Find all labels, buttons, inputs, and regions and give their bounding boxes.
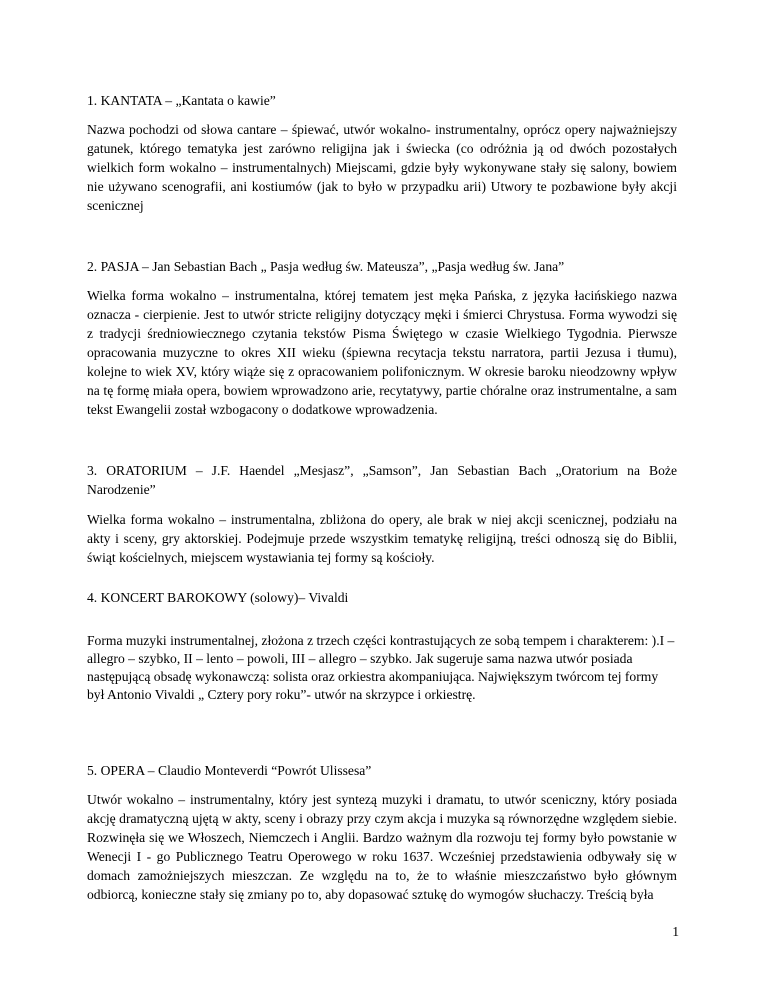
page-number: 1 bbox=[672, 924, 679, 939]
section-koncert bbox=[87, 589, 677, 704]
section-body: Wielka forma wokalno – instrumentalna, której tematem jest męka Pańska, z języka łacińskiego nazwa oznacza - cierpienie. Jest to utwór stricte religijny dotyczący męki i śmierci Chrystusa. Forma wywodzi się z tradycji średniowiecznego czytania tekstów Pisma Świętego w czasie Wielkiego Tygodnia. Pierwsze opracowania muzyczne to okres XII wieku (śpiewna recytacja tekstu narratora, partii Jezusa i tłumu), kolejne to wiek XV, który wiąże się z opracowaniem polifonicznym. W okresie baroku nieodzowny wpływ na tę formę miała opera, bowiem wprowadzono arie, recytatywy, partie chóralne oraz instrumentalne, a sam tekst Ewangelii został wzbogacony o dodatkowe wprowadzenia. bbox=[87, 288, 677, 417]
section-pasja bbox=[87, 258, 677, 419]
section-opera bbox=[87, 762, 677, 904]
section-heading: 1. KANTATA – „Kantata o kawie” bbox=[87, 93, 276, 108]
section-oratorium bbox=[87, 461, 677, 567]
section-body: Utwór wokalno – instrumentalny, który jest syntezą muzyki i dramatu, to utwór sceniczny, który posiada akcję dramatyczną ujętą w akty, sceny i obrazy przy czym akcja i muzyka są równorzędne względem siebie. Rozwinęła się we Włoszech, Niemczech i Anglii. Bardzo ważnym dla rozwoju tej formy było powstanie w Wenecji I - go Publicznego Teatru Operowego w roku 1637. Wcześniej przedstawienia odbywały się w domach zamożniejszych mieszczan. Ze względu na to, że to właśnie mieszczaństwo było głównym odbiorcą, konieczne stały się zmiany po to, aby dopasować sztukę do wymogów słuchaczy. Treścią była bbox=[87, 792, 677, 902]
section-heading: 3. ORATORIUM – J.F. Haendel „Mesjasz”, „Samson”, Jan Sebastian Bach „Oratorium na Boże Narodzenie” bbox=[87, 463, 677, 497]
section-heading: 2. PASJA – Jan Sebastian Bach „ Pasja według św. Mateusza”, „Pasja według św. Jana” bbox=[87, 259, 565, 274]
section-body: Nazwa pochodzi od słowa cantare – śpiewać, utwór wokalno- instrumentalny, oprócz opery najważniejszy gatunek, którego tematyka jest zarówno religijna jak i świecka (co odróżnia ją od dwóch pozostałych wielkich form wokalno – instrumentalnych) Miejscami, gdzie były wykonywane stały się salony, bowiem nie używano scenografii, ani kostiumów (jak to było w przypadku arii) Utwory te pozbawione były akcji scenicznej bbox=[87, 122, 677, 213]
section-heading: 4. KONCERT BAROKOWY (solowy)– Vivaldi bbox=[87, 590, 349, 605]
section-kantata bbox=[87, 92, 677, 215]
section-heading: 5. OPERA – Claudio Monteverdi “Powrót Ulissesa” bbox=[87, 763, 372, 778]
section-body: Wielka forma wokalno – instrumentalna, zbliżona do opery, ale brak w niej akcji scenicznej, podziału na akty i sceny, gry aktorskiej. Podejmuje przede wszystkim tematykę religijną, treści odnoszą się do Biblii, świąt kościelnych, miejscem wystawiania tej formy są kościoły. bbox=[87, 512, 677, 565]
section-body: Forma muzyki instrumentalnej, złożona z trzech części kontrastujących ze sobą tempem i charakterem: ).I – allegro – szybko, II – lento – powoli, III – allegro – szybko. Jak sugeruje sama nazwa utwór posiada następującą obsadę wykonawczą: solista oraz orkiestra akompaniująca. Największym twórcom tej formy był Antonio Vivaldi „ Cztery pory roku”- utwór na skrzypce i orkiestrę. bbox=[87, 633, 675, 702]
